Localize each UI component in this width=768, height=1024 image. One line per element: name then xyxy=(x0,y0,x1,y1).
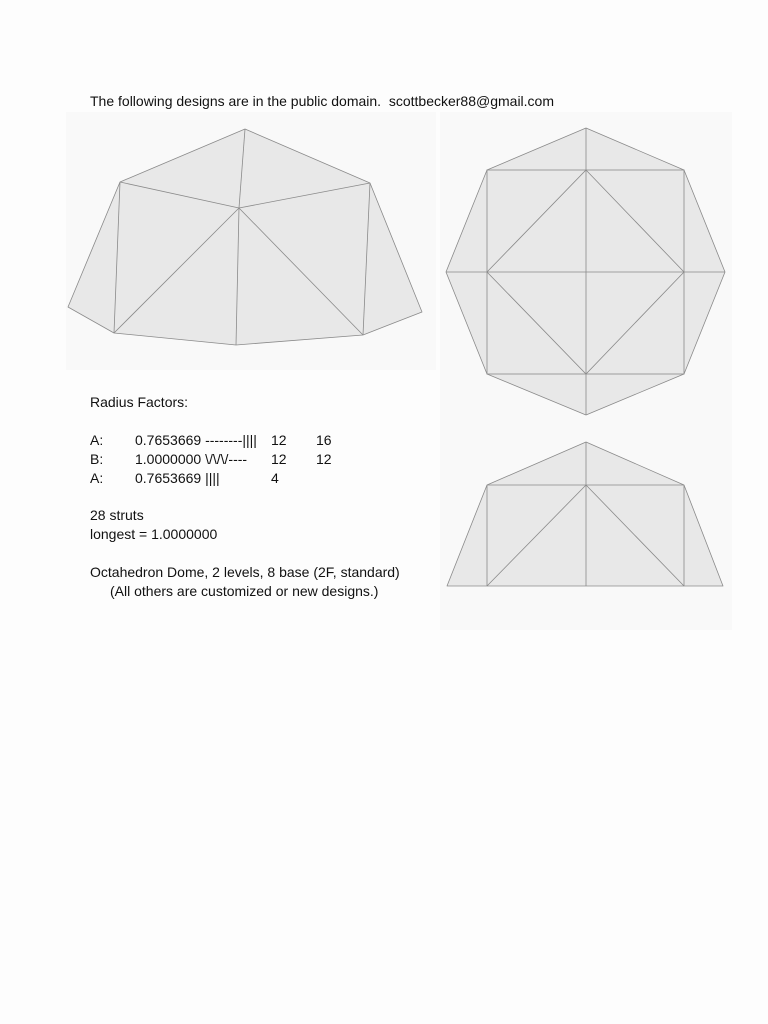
radius-factors-title: Radius Factors: xyxy=(90,394,189,410)
longest-strut: longest = 1.0000000 xyxy=(90,526,218,542)
intro-text: The following designs are in the public domain. scottbecker88@gmail.com xyxy=(90,93,555,109)
radius-value: 1.0000000 \/\/\/---- xyxy=(135,451,248,467)
radius-label: A: xyxy=(90,432,104,448)
strut-count: 28 struts xyxy=(90,507,144,523)
radius-count-1: 12 xyxy=(271,451,287,467)
design-note: (All others are customized or new designs.) xyxy=(110,583,379,599)
radius-value: 0.7653669 --------|||| xyxy=(135,432,257,448)
radius-count-2: 16 xyxy=(316,432,332,448)
radius-label: B: xyxy=(90,451,104,467)
radius-label: A: xyxy=(90,470,104,486)
radius-count-1: 12 xyxy=(271,432,287,448)
top-view xyxy=(446,128,725,415)
design-name: Octahedron Dome, 2 levels, 8 base (2F, standard) xyxy=(90,564,400,580)
radius-count-1: 4 xyxy=(271,470,279,486)
radius-value: 0.7653669 |||| xyxy=(135,470,220,486)
radius-count-2: 12 xyxy=(316,451,332,467)
